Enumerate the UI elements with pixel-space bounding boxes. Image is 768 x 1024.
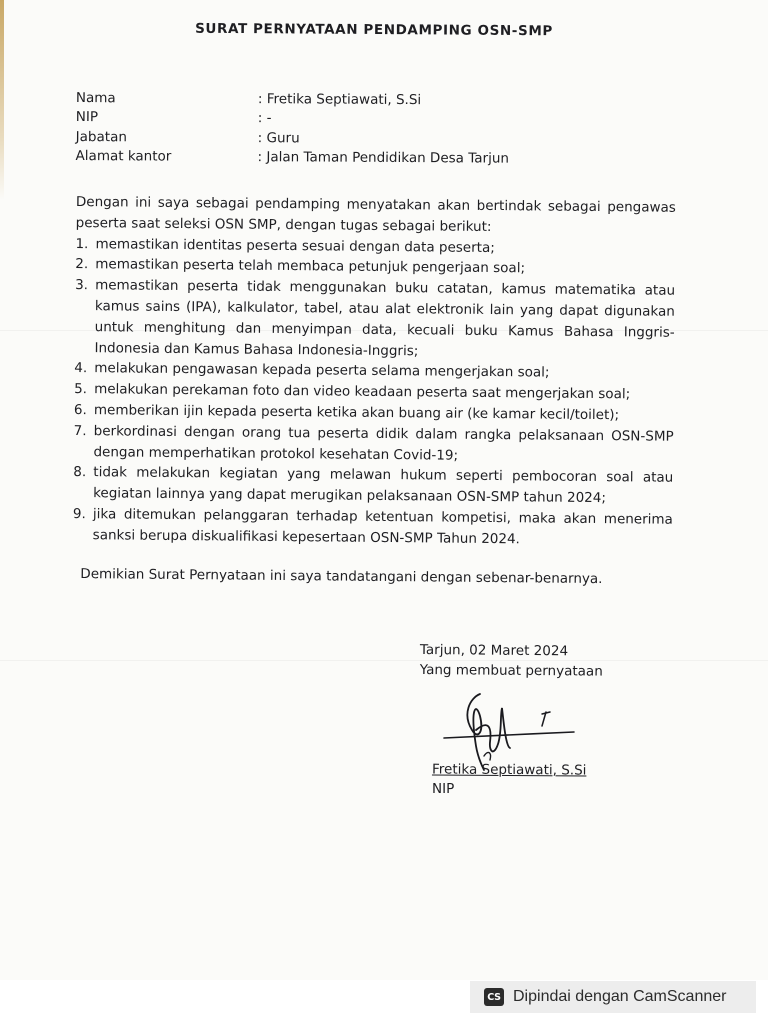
list-item-number: 8. xyxy=(73,464,87,481)
list-item-text: jika ditemukan pelanggaran terhadap ketentuan kompetisi, maka akan menerima sanksi berupa diskualifikasi kepesertaan OSN-SMP Tahun 2024. xyxy=(92,506,673,548)
identity-value: : Fretika Septiawati, S.Si xyxy=(257,90,422,108)
camscanner-label: Dipindai dengan CamScanner xyxy=(513,988,727,1005)
list-item-text: melakukan pengawasan kepada peserta selama mengerjakan soal; xyxy=(94,360,550,381)
statement-body xyxy=(72,192,676,590)
identity-label: Alamat kantor xyxy=(75,148,172,165)
identity-label: NIP xyxy=(75,109,99,126)
document-title: SURAT PERNYATAAN PENDAMPING OSN-SMP xyxy=(195,20,553,40)
list-item xyxy=(73,421,673,468)
identity-value: : Guru xyxy=(257,129,300,147)
duties-list xyxy=(73,234,676,552)
signature-block xyxy=(420,640,680,682)
intro-paragraph: Dengan ini saya sebagai pendamping menyatakan akan bertindak sebagai pengawas peserta saat seleksi OSN SMP, dengan tugas sebagai berikut: xyxy=(75,193,676,235)
identity-value: : Jalan Taman Pendidikan Desa Tarjun xyxy=(257,149,510,167)
list-item-number: 2. xyxy=(75,256,89,273)
list-item-text: memastikan identitas peserta sesuai dengan data peserta; xyxy=(95,235,495,256)
list-item-number: 6. xyxy=(73,401,87,419)
list-item-text: memastikan peserta telah membaca petunjuk pengerjaan soal; xyxy=(95,256,526,277)
signer-name: Fretika Septiawati, S.Si xyxy=(431,761,587,779)
camscanner-watermark xyxy=(470,981,756,1013)
identity-label: Jabatan xyxy=(75,128,127,146)
camscanner-logo-icon: CS xyxy=(484,988,504,1006)
list-item-text: tidak melakukan kegiatan yang melawan hukum seperti pembocoran soal atau kegiatan lainnya yang dapat merugikan pelaksanaan OSN-SMP tahun 2024; xyxy=(93,464,674,507)
list-item-text: memastikan peserta tidak menggunakan buku catatan, kamus matematika atau kamus sains (IPA), kalkulator, tabel, atau alat elektronik lain yang dapat digunakan untuk menghitung dan menyimpan data, kecuali buku Kamus Bahasa Inggris-Indonesia dan Kamus Bahasa Indonesia-Inggris; xyxy=(94,277,676,359)
identity-section xyxy=(76,88,596,169)
list-item-text: berkordinasi dengan orang tua peserta didik dalam rangka pelaksanaan OSN-SMP dengan memperhatikan protokol kesehatan Covid-19; xyxy=(93,422,674,464)
list-item xyxy=(73,504,673,551)
signer-role: Yang membuat pernyataan xyxy=(419,661,603,680)
list-item-number: 5. xyxy=(74,381,88,398)
closing-paragraph: Demikian Surat Pernyataan ini saya tandatangani dengan sebenar-benarnya. xyxy=(80,565,603,587)
list-item-number: 1. xyxy=(75,235,89,252)
list-item-text: melakukan perekaman foto dan video keadaan peserta saat mengerjakan soal; xyxy=(94,381,631,403)
list-item-text: memberikan ijin kepada peserta ketika akan buang air (ke kamar kecil/toilet); xyxy=(93,402,620,424)
list-item xyxy=(74,275,675,364)
signer-nip: NIP xyxy=(432,781,455,797)
list-item-number: 7. xyxy=(73,422,87,439)
list-item-number: 9. xyxy=(72,505,86,523)
identity-value: : - xyxy=(257,110,272,127)
list-item-number: 4. xyxy=(74,360,88,377)
list-item xyxy=(73,462,673,509)
identity-label: Nama xyxy=(75,89,116,106)
list-item-number: 3. xyxy=(75,277,89,294)
place-date: Tarjun, 02 Maret 2024 xyxy=(419,641,569,660)
identity-row-alamat xyxy=(76,146,596,169)
